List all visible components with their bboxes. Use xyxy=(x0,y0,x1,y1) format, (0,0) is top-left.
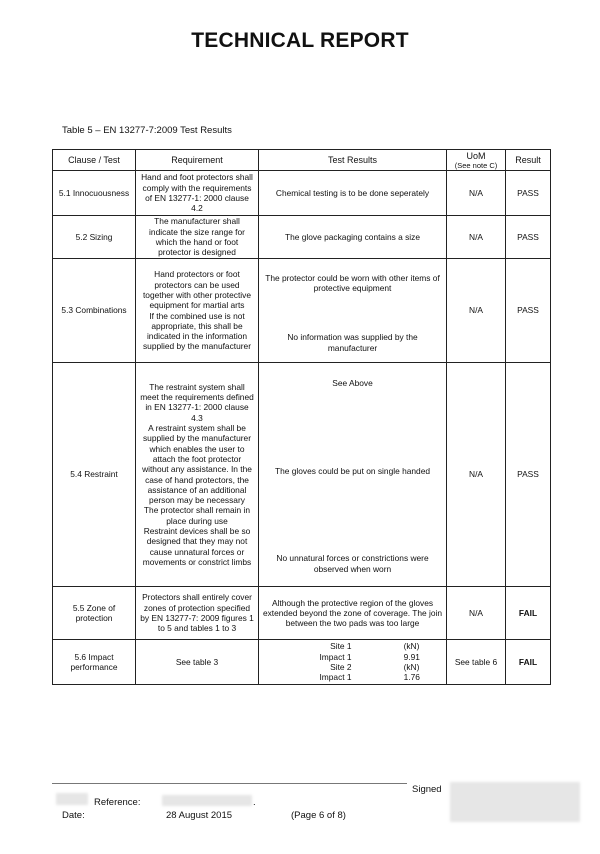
table-row xyxy=(53,363,551,587)
test-results-cell xyxy=(259,640,447,685)
result-cell: PASS xyxy=(506,363,551,587)
impact-row xyxy=(259,652,446,662)
reference-label: Reference: xyxy=(94,797,141,808)
uom-cell: See table 6 xyxy=(447,640,506,685)
impact-label: Impact 1 xyxy=(319,651,352,662)
table-row xyxy=(53,171,551,216)
impact-label: Site 2 xyxy=(330,662,352,672)
result-cell: PASS xyxy=(506,216,551,259)
test-results-table xyxy=(52,149,551,685)
header-clause: Clause / Test xyxy=(53,150,136,171)
reference-suffix: . xyxy=(253,797,256,808)
test-result-line: No unnatural forces or constrictions were observed when worn xyxy=(276,553,429,574)
header-test-results: Test Results xyxy=(259,150,447,171)
uom-cell: N/A xyxy=(447,259,506,363)
test-results-cell: Chemical testing is to be done seperately xyxy=(259,171,447,216)
signature-line xyxy=(52,783,407,784)
test-results-cell xyxy=(259,363,447,587)
page-number: (Page 6 of 8) xyxy=(291,810,346,821)
redacted-area xyxy=(56,793,88,805)
table-row xyxy=(53,587,551,640)
uom-cell: N/A xyxy=(447,587,506,640)
signed-label: Signed xyxy=(412,784,442,795)
requirement-cell: Hand and foot protectors shall comply with the requirements of EN 13277-1: 2000 clause 4.2 xyxy=(136,171,259,216)
redacted-reference xyxy=(162,795,252,806)
requirement-cell: Protectors shall entirely cover zones of protection specified by EN 13277-7: 2009 figures 1 to 5 and tables 1 to 3 xyxy=(136,587,259,640)
table-caption: Table 5 – EN 13277-7:2009 Test Results xyxy=(62,125,232,136)
test-result-line: No information was supplied by the manufacturer xyxy=(287,332,418,353)
uom-cell: N/A xyxy=(447,171,506,216)
requirement-cell: The manufacturer shall indicate the size range for which the hand or foot protector is designed xyxy=(136,216,259,259)
test-results-cell: Although the protective region of the gloves extended beyond the zone of coverage. The join between the two pads was too large xyxy=(259,587,447,640)
impact-value: (kN) xyxy=(403,641,420,652)
header-result: Result xyxy=(506,150,551,171)
result-cell: FAIL xyxy=(506,587,551,640)
clause-cell: 5.2 Sizing xyxy=(53,216,136,259)
uom-cell: N/A xyxy=(447,216,506,259)
result-cell: FAIL xyxy=(506,640,551,685)
clause-cell: 5.4 Restraint xyxy=(53,363,136,587)
report-title: TECHNICAL REPORT xyxy=(191,29,409,52)
header-uom xyxy=(447,150,506,171)
clause-cell: 5.3 Combinations xyxy=(53,259,136,363)
header-uom-label: UoM xyxy=(466,150,486,161)
table-header-row xyxy=(53,150,551,171)
result-cell: PASS xyxy=(506,171,551,216)
date-value: 28 August 2015 xyxy=(166,810,233,821)
clause-cell: 5.5 Zone of protection xyxy=(53,587,136,640)
header-requirement: Requirement xyxy=(136,150,259,171)
header-uom-note: (See note C) xyxy=(454,160,498,170)
requirement-line: Restraint devices shall be so designed that they may not cause unnatural forces or movements or constrict limbs xyxy=(142,525,252,567)
test-results-cell: The glove packaging contains a size xyxy=(259,216,447,259)
test-results-cell xyxy=(259,259,447,363)
requirement-line: The restraint system shall meet the requirements defined in EN 13277-1: 2000 clause 4.3 xyxy=(140,381,254,423)
clause-cell: 5.6 Impact performance xyxy=(53,640,136,685)
requirement-cell: See table 3 xyxy=(136,640,259,685)
requirement-line: Hand protectors or foot protectors can be used together with other protective equipment for martial arts xyxy=(142,269,251,311)
requirement-cell xyxy=(136,363,259,587)
requirement-line: If the combined use is not appropriate, this shall be indicated in the information supplied by the manufacturer xyxy=(142,310,251,352)
table-row xyxy=(53,640,551,685)
test-result-line: The gloves could be put on single handed xyxy=(274,465,431,476)
requirement-cell xyxy=(136,259,259,363)
date-label: Date: xyxy=(62,810,85,821)
table-row xyxy=(53,259,551,363)
impact-row xyxy=(259,641,446,651)
impact-row xyxy=(259,662,446,672)
table-row xyxy=(53,216,551,259)
result-cell: PASS xyxy=(506,259,551,363)
test-result-line: The protector could be worn with other items of protective equipment xyxy=(265,273,440,294)
redacted-signature xyxy=(450,782,580,822)
impact-label: Site 1 xyxy=(330,641,352,652)
test-result-line: See Above xyxy=(332,378,373,388)
requirement-line: A restraint system shall be supplied by the manufacturer which enables the user to attach the foot protector without any assistance. In the case of hand protectors, the assistance of an additional person may be necessary xyxy=(142,423,252,506)
clause-cell: 5.1 Innocuousness xyxy=(53,171,136,216)
impact-label: Impact 1 xyxy=(319,672,352,683)
impact-value: (kN) xyxy=(403,662,420,672)
uom-cell: N/A xyxy=(447,363,506,587)
impact-values xyxy=(259,641,446,682)
impact-value: 9.91 xyxy=(403,651,420,662)
impact-row xyxy=(259,672,446,682)
requirement-line: The protector shall remain in place during use xyxy=(143,505,251,526)
impact-value: 1.76 xyxy=(403,672,420,683)
